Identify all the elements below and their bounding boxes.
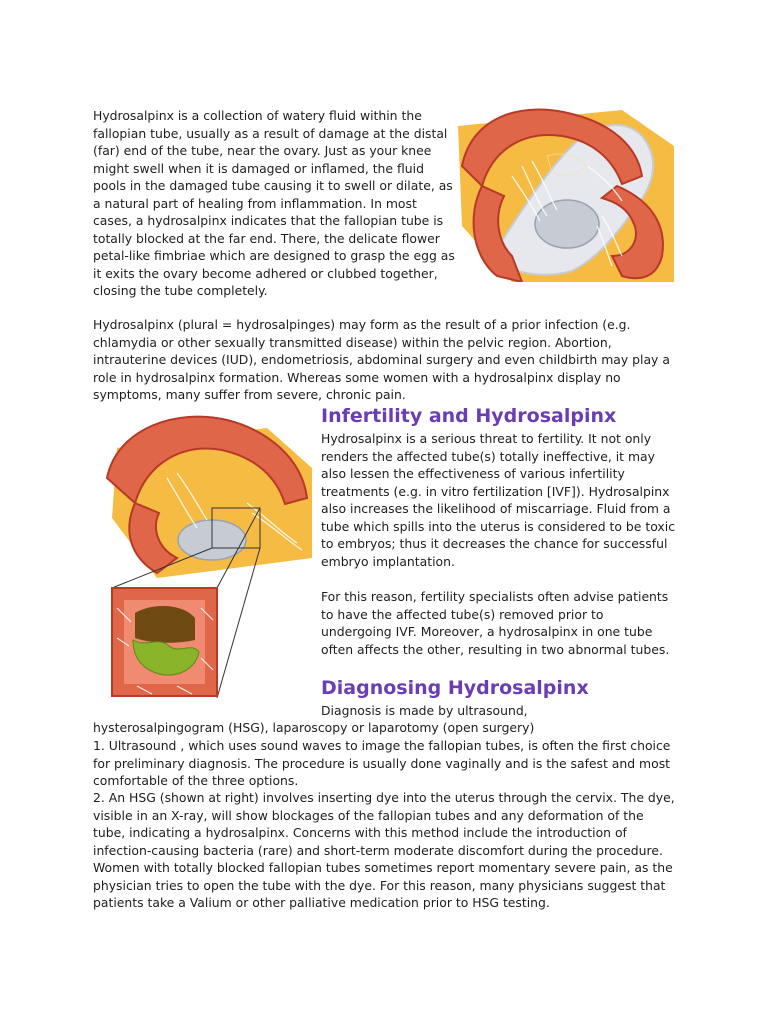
infertility-heading: Infertility and Hydrosalpinx: [321, 405, 617, 427]
hydrosalpinx-cross-section-illustration: [97, 408, 317, 700]
diagnosing-heading: Diagnosing Hydrosalpinx: [321, 677, 589, 699]
intro-paragraph: Hydrosalpinx is a collection of watery fluid within the fallopian tube, usually as a result of damage at the distal (far) end of the tube, near the ovary. Just as your knee might swell when it is damaged or inflamed, the fluid pools in the damaged tube causing it to swell or dilate, as a natural part of healing from inflammation. In most cases, a hydrosalpinx indicates that the fallopian tube is totally blocked at the far end. There, the delicate flower petal-like fimbriae which are designed to grasp the egg as it exits the ovary become adhered or clubbed together, closing the tube completely.: [93, 108, 455, 298]
diagnosing-intro-line-1: Diagnosis is made by ultrasound,: [321, 703, 528, 718]
ultrasound-item: 1. Ultrasound , which uses sound waves to image the fallopian tubes, is often the first choice for preliminary diagnosis. The procedure is usually done vaginally and is the safest and most comfortable of the three options.: [93, 738, 671, 788]
diagnosing-intro-line-2: hysterosalpingogram (HSG), laparoscopy or laparotomy (open surgery): [93, 720, 535, 735]
infertility-paragraph-1: Hydrosalpinx is a serious threat to fertility. It not only renders the affected tube(s) totally ineffective, it may also lessen the effectiveness of various infertility treatments (e.g. in vitro fertilization [IVF]). Hydrosalpinx also increases the likelihood of miscarriage. Fluid from a tube which spills into the uterus is considered to be toxic to embryos; thus it decreases the chance for successful embryo implantation.: [321, 431, 676, 569]
plural-paragraph: Hydrosalpinx (plural = hydrosalpinges) may form as the result of a prior infection (e.g. chlamydia or other sexually transmitted disease) within the pelvic region. Abortion, intrauterine devices (IUD), endometriosis, abdominal surgery and even childbirth may play a role in hydrosalpinx formation. Whereas some women with a hydrosalpinx display no symptoms, many suffer from severe, chronic pain.: [93, 317, 670, 402]
hydrosalpinx-illustration: [452, 106, 674, 282]
infertility-paragraph-2: For this reason, fertility specialists often advise patients to have the affected tube(s) removed prior to undergoing IVF. Moreover, a hydrosalpinx in one tube often affects the other, resulting in two abnormal tubes.: [321, 589, 670, 657]
hsg-item: 2. An HSG (shown at right) involves inserting dye into the uterus through the cervix. The dye, visible in an X-ray, will show blockages of the fallopian tubes and any deformation of the tube, indicating a hydrosalpinx. Concerns with this method include the introduction of infection-causing bacteria (rare) and short-term moderate discomfort during the procedure. Women with totally blocked fallopian tubes sometimes report momentary severe pain, as the physician tries to open the tube with the dye. For this reason, many physicians suggest that patients take a Valium or other palliative medication prior to HSG testing.: [93, 790, 675, 910]
